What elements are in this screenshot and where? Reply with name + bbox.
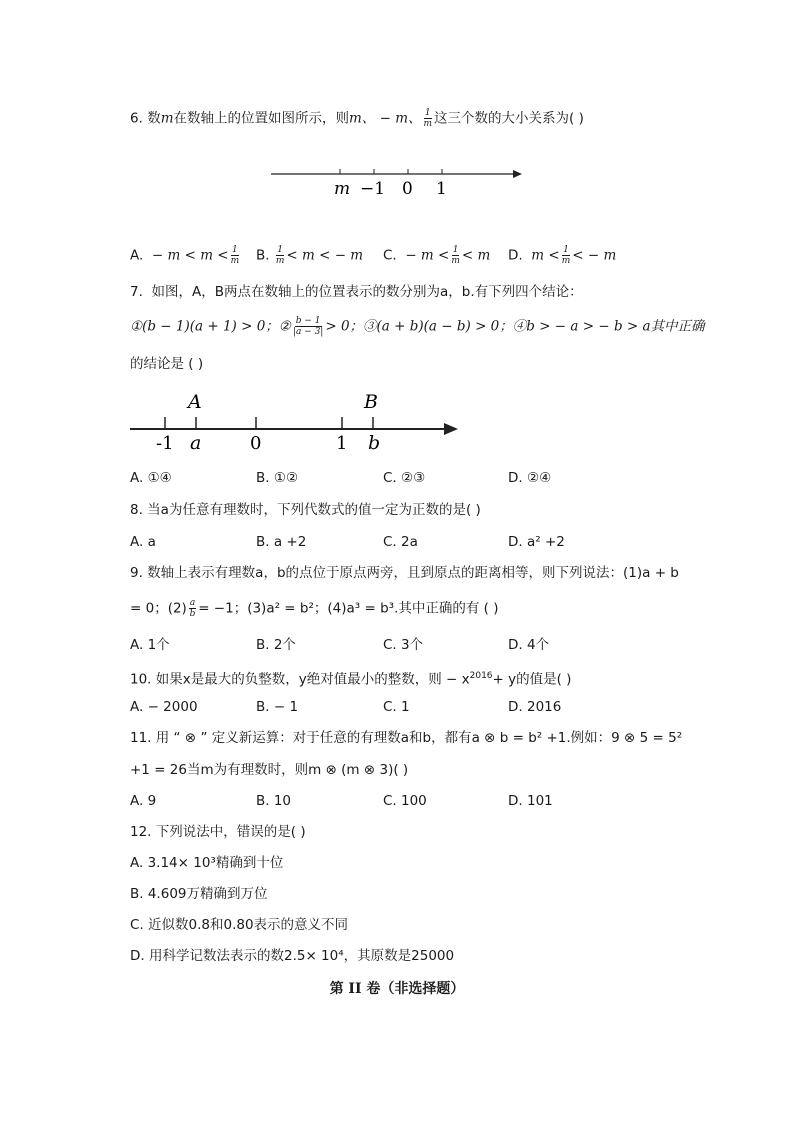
q11-option-d[interactable]: D. 101: [508, 793, 553, 809]
q6-option-b[interactable]: B. $\frac{1}{m}$ < m < − m: [256, 245, 364, 266]
q8-stem: 8. 当a为任意有理数时，下列代数式的值一定为正数的是( ): [130, 502, 481, 518]
q8-option-b[interactable]: B. a +2: [256, 534, 307, 550]
q9-option-a[interactable]: A. 1个: [130, 637, 170, 653]
q10-option-c[interactable]: C. 1: [383, 699, 410, 715]
q6-option-a[interactable]: A. − m < m < $\frac{1}{m}$: [130, 245, 240, 266]
q9-option-c[interactable]: C. 3个: [383, 637, 424, 653]
q7-tick-label-0: 0: [250, 433, 262, 454]
q9-fraction: $\frac{a}{b}$: [189, 598, 196, 619]
q6-number-line: [268, 160, 528, 204]
q7-number-line: [128, 385, 468, 455]
q11-option-b[interactable]: B. 10: [256, 793, 292, 809]
q8-option-c[interactable]: C. 2a: [383, 534, 418, 550]
q7-point-label-b: B: [364, 391, 378, 413]
q7-tick-label-a: a: [190, 432, 202, 454]
q7-stem-line1: 7. 如图，A，B两点在数轴上的位置表示的数分别为a，b.有下列四个结论：: [130, 284, 583, 300]
q9-option-b[interactable]: B. 2个: [256, 637, 296, 653]
q7-option-c[interactable]: C. ②③: [383, 470, 426, 486]
q11-option-c[interactable]: C. 100: [383, 793, 427, 809]
q6-stem: 6. 数m在数轴上的位置如图所示，则m、 − m、 $\frac{1}{m}$ 这三个数的大小关系为( ): [130, 108, 584, 129]
q9-stem-line2: = 0；(2) $\frac{a}{b}$ = −1；(3)a² = b²；(4)a³ = b³.其中正确的有 ( ): [130, 598, 499, 619]
q6-fraction: $\frac{1}{m}$: [423, 108, 433, 129]
q6-axis-label-neg1: −1: [360, 179, 386, 199]
q7-option-a[interactable]: A. ①④: [130, 470, 172, 486]
q12-stem: 12. 下列说法中，错误的是( ): [130, 824, 306, 840]
q10-option-a[interactable]: A. − 2000: [130, 699, 198, 715]
q7-fraction: $\frac{b - 1}{|a - 3|}$: [292, 316, 324, 337]
q9-option-d[interactable]: D. 4个: [508, 637, 550, 653]
q6-option-d[interactable]: D. m < $\frac{1}{m}$ < − m: [508, 245, 617, 266]
q7-option-b[interactable]: B. ①②: [256, 470, 299, 486]
q6-axis-label-1: 1: [436, 179, 447, 199]
q10-option-b[interactable]: B. − 1: [256, 699, 299, 715]
q11-stem-line1: 11. 用 “ ⊗ ” 定义新运算：对于任意的有理数a和b，都有a ⊗ b = b² +1.例如：9 ⊗ 5 = 5²: [130, 730, 683, 746]
q7-option-d[interactable]: D. ②④: [508, 470, 552, 486]
q7-stem-line3: 的结论是 ( ): [130, 356, 204, 372]
q12-option-d[interactable]: D. 用科学记数法表示的数2.5× 10⁴，其原数是25000: [130, 948, 455, 964]
q11-option-a[interactable]: A. 9: [130, 793, 157, 809]
q12-option-b[interactable]: B. 4.609万精确到万位: [130, 886, 268, 902]
q12-option-a[interactable]: A. 3.14× 10³精确到十位: [130, 855, 284, 871]
q11-stem-line2: +1 = 26当m为有理数时，则m ⊗ (m ⊗ 3)( ): [130, 762, 409, 778]
q7-tick-label-1: 1: [336, 433, 348, 454]
q6-axis-label-0: 0: [402, 179, 413, 199]
q10-stem: 10. 如果x是最大的负整数，y绝对值最小的整数，则 − $x^{2016}+ y$的值是( ): [130, 671, 572, 688]
q8-option-a[interactable]: A. a: [130, 534, 156, 550]
q7-stem-line2: ①(b − 1)(a + 1) > 0；② $\frac{b - 1}{|a - 3|}$ > 0；③(a + b)(a − b) > 0；④b > − a > − b > a其中正确: [130, 316, 705, 337]
q7-tick-label-neg1: -1: [156, 433, 174, 454]
q7-tick-label-b: b: [368, 432, 381, 454]
q6-number: 6.: [130, 110, 143, 127]
q6-axis-label-m: m: [334, 179, 351, 199]
section-title: 第 II 卷（非选择题）: [329, 981, 465, 997]
q7-point-label-a: A: [188, 391, 202, 413]
q6-option-c[interactable]: C. − m < $\frac{1}{m}$ < m: [383, 245, 491, 266]
q8-option-d[interactable]: D. a² +2: [508, 534, 565, 550]
q9-stem-line1: 9. 数轴上表示有理数a，b的点位于原点两旁，且到原点的距离相等，则下列说法：(1)a + b: [130, 565, 679, 581]
q12-option-c[interactable]: C. 近似数0.8和0.80表示的意义不同: [130, 917, 349, 933]
q10-option-d[interactable]: D. 2016: [508, 699, 562, 715]
